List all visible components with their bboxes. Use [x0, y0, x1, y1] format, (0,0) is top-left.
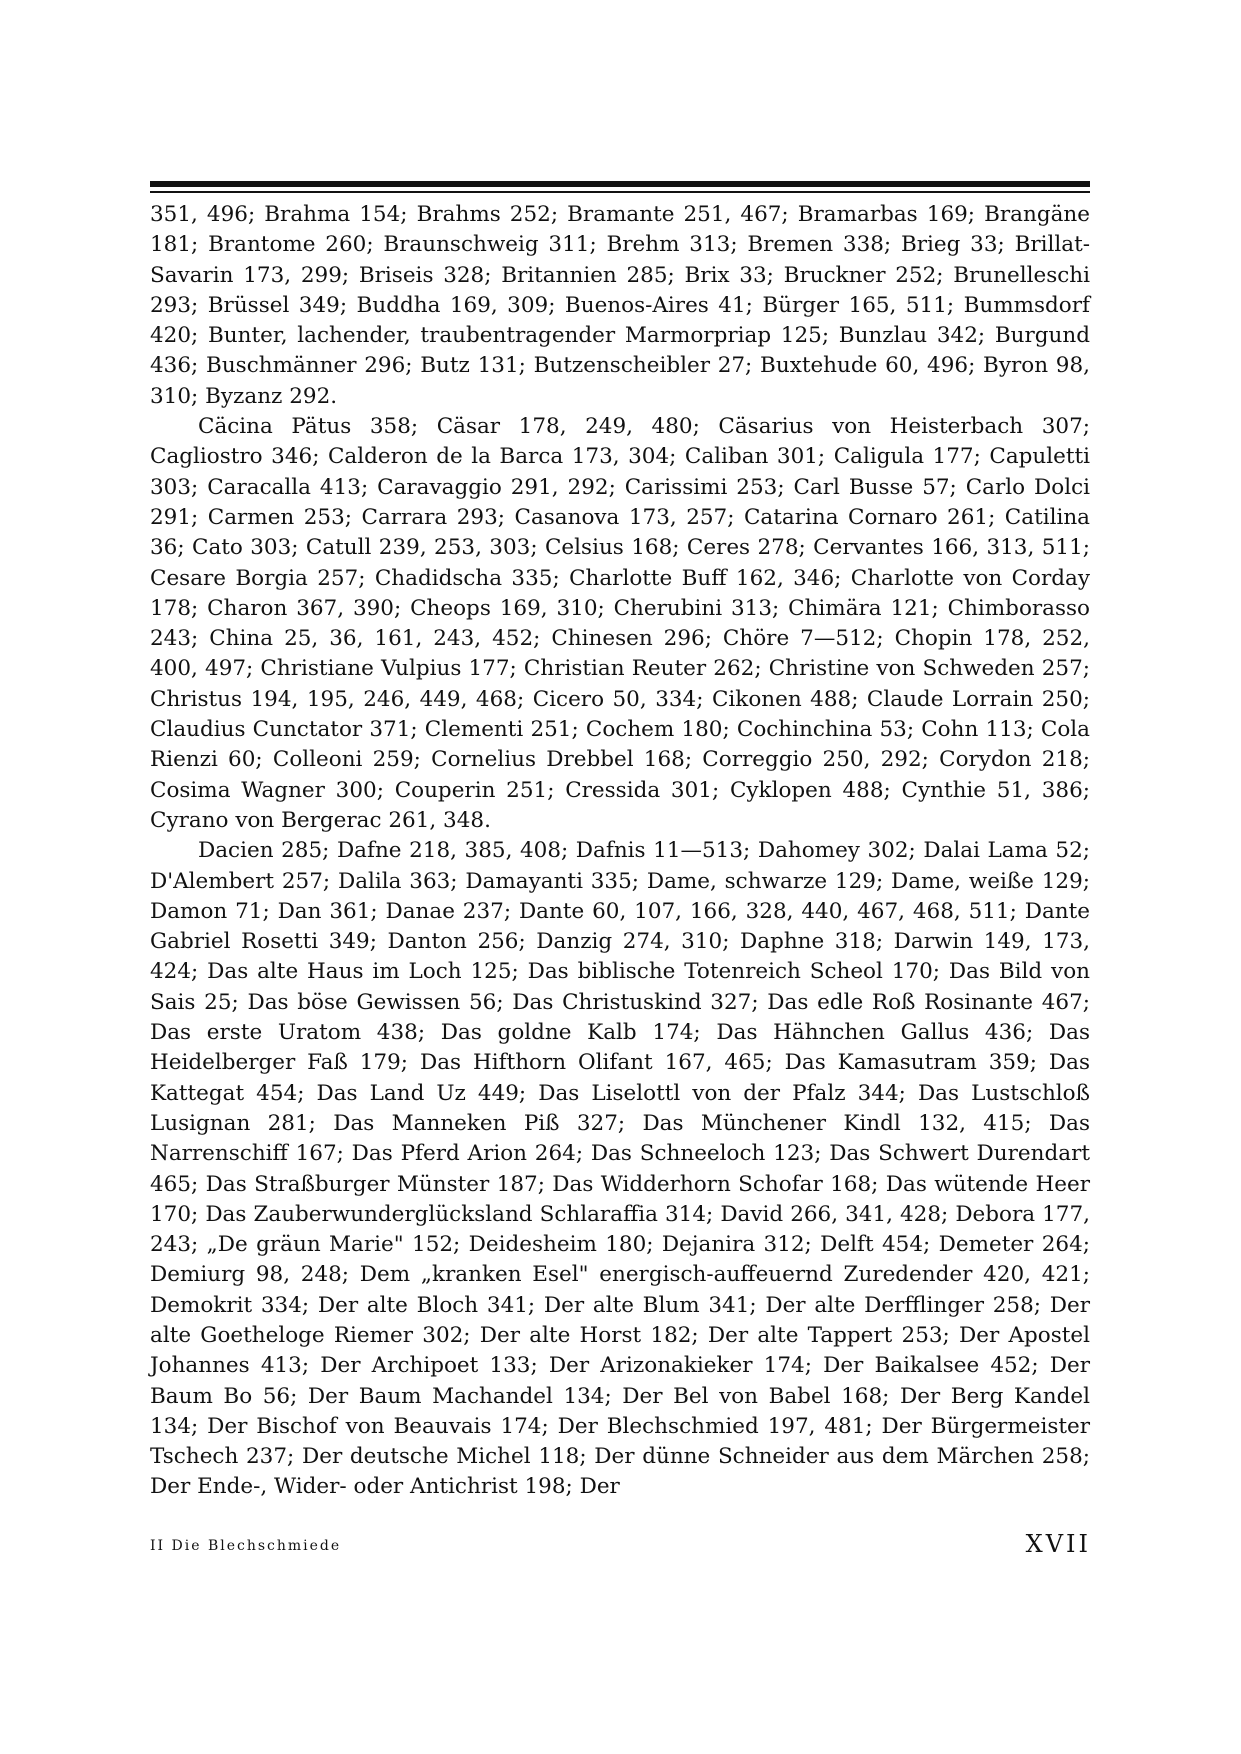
- header-rule-thin: [150, 191, 1090, 193]
- index-paragraph-d: Dacien 285; Dafne 218, 385, 408; Dafnis 11—513; Dahomey 302; Dalai Lama 52; D'Alembert 257; Dalila 363; Damayanti 335; Dame, schwarze 129; Dame, weiße 129; Damon 71; Dan 361; Danae 237; Dante 60, 107, 166, 328, 440, 467, 468, 511; Dante Gabriel Rosetti 349; Danton 256; Danzig 274, 310; Daphne 318; Darwin 149, 173, 424; Das alte Haus im Loch 125; Das biblische Totenreich Scheol 170; Das Bild von Sais 25; Das böse Gewissen 56; Das Christuskind 327; Das edle Roß Rosinante 467; Das erste Uratom 438; Das goldne Kalb 174; Das Hähnchen Gallus 436; Das Heidelberger Faß 179; Das Hifthorn Olifant 167, 465; Das Kamasutram 359; Das Kattegat 454; Das Land Uz 449; Das Liselottl von der Pfalz 344; Das Lustschloß Lusignan 281; Das Manneken Piß 327; Das Münchener Kindl 132, 415; Das Narrenschiff 167; Das Pferd Arion 264; Das Schneeloch 123; Das Schwert Durendart 465; Das Straßburger Münster 187; Das Widderhorn Schofar 168; Das wütende Heer 170; Das Zauberwunderglücksland Schlaraffia 314; David 266, 341, 428; Debora 177, 243; „De gräun Marie" 152; Deidesheim 180; Dejanira 312; Delft 454; Demeter 264; Demiurg 98, 248; Dem „kranken Esel" energisch-auffeuernd Zuredender 420, 421; Demokrit 334; Der alte Bloch 341; Der alte Blum 341; Der alte Derfflinger 258; Der alte Goetheloge Riemer 302; Der alte Horst 182; Der alte Tappert 253; Der Apostel Johannes 413; Der Archipoet 133; Der Arizonakieker 174; Der Baikalsee 452; Der Baum Bo 56; Der Baum Machandel 134; Der Bel von Babel 168; Der Berg Kandel 134; Der Bischof von Beauvais 174; Der Blechschmied 197, 481; Der Bürgermeister Tschech 237; Der deutsche Michel 118; Der dünne Schneider aus dem Märchen 258; Der Ende-, Wider- oder Antichrist 198; Der: [150, 838, 1090, 1500]
- index-paragraph-c: Cäcina Pätus 358; Cäsar 178, 249, 480; Cäsarius von Heisterbach 307; Cagliostro 346; Calderon de la Barca 173, 304; Caliban 301; Caligula 177; Capuletti 303; Caracalla 413; Caravaggio 291, 292; Carissimi 253; Carl Busse 57; Carlo Dolci 291; Carmen 253; Carrara 293; Casanova 173, 257; Catarina Cornaro 261; Catilina 36; Cato 303; Catull 239, 253, 303; Celsius 168; Ceres 278; Cervantes 166, 313, 511; Cesare Borgia 257; Chadidscha 335; Charlotte Buff 162, 346; Charlotte von Corday 178; Charon 367, 390; Cheops 169, 310; Cherubini 313; Chimära 121; Chimborasso 243; China 25, 36, 161, 243, 452; Chinesen 296; Chöre 7—512; Chopin 178, 252, 400, 497; Christiane Vulpius 177; Christian Reuter 262; Christine von Schweden 257; Christus 194, 195, 246, 449, 468; Cicero 50, 334; Cikonen 488; Claude Lorrain 250; Claudius Cunctator 371; Clementi 251; Cochem 180; Cochinchina 53; Cohn 113; Cola Rienzi 60; Colleoni 259; Cornelius Drebbel 168; Correggio 250, 292; Corydon 218; Cosima Wagner 300; Couperin 251; Cressida 301; Cyklopen 488; Cynthie 51, 386; Cyrano von Bergerac 261, 348.: [150, 414, 1090, 833]
- signature-mark: II Die Blechschmiede: [150, 1538, 342, 1554]
- header-rule-thick: [150, 181, 1090, 187]
- page-number: XVII: [1025, 1530, 1091, 1558]
- index-paragraph-b: 351, 496; Brahma 154; Brahms 252; Bramante 251, 467; Bramarbas 169; Brangäne 181; Brantome 260; Braunschweig 311; Brehm 313; Bremen 338; Brieg 33; Brillat-Savarin 173, 299; Briseis 328; Britannien 285; Brix 33; Bruckner 252; Brunelleschi 293; Brüssel 349; Buddha 169, 309; Buenos-Aires 41; Bürger 165, 511; Bummsdorf 420; Bunter, lachender, traubentragender Marmorpriap 125; Bunzlau 342; Burgund 436; Buschmänner 296; Butz 131; Butzenscheibler 27; Buxtehude 60, 496; Byron 98, 310; Byzanz 292.: [150, 202, 1090, 409]
- index-text: [150, 200, 1090, 1503]
